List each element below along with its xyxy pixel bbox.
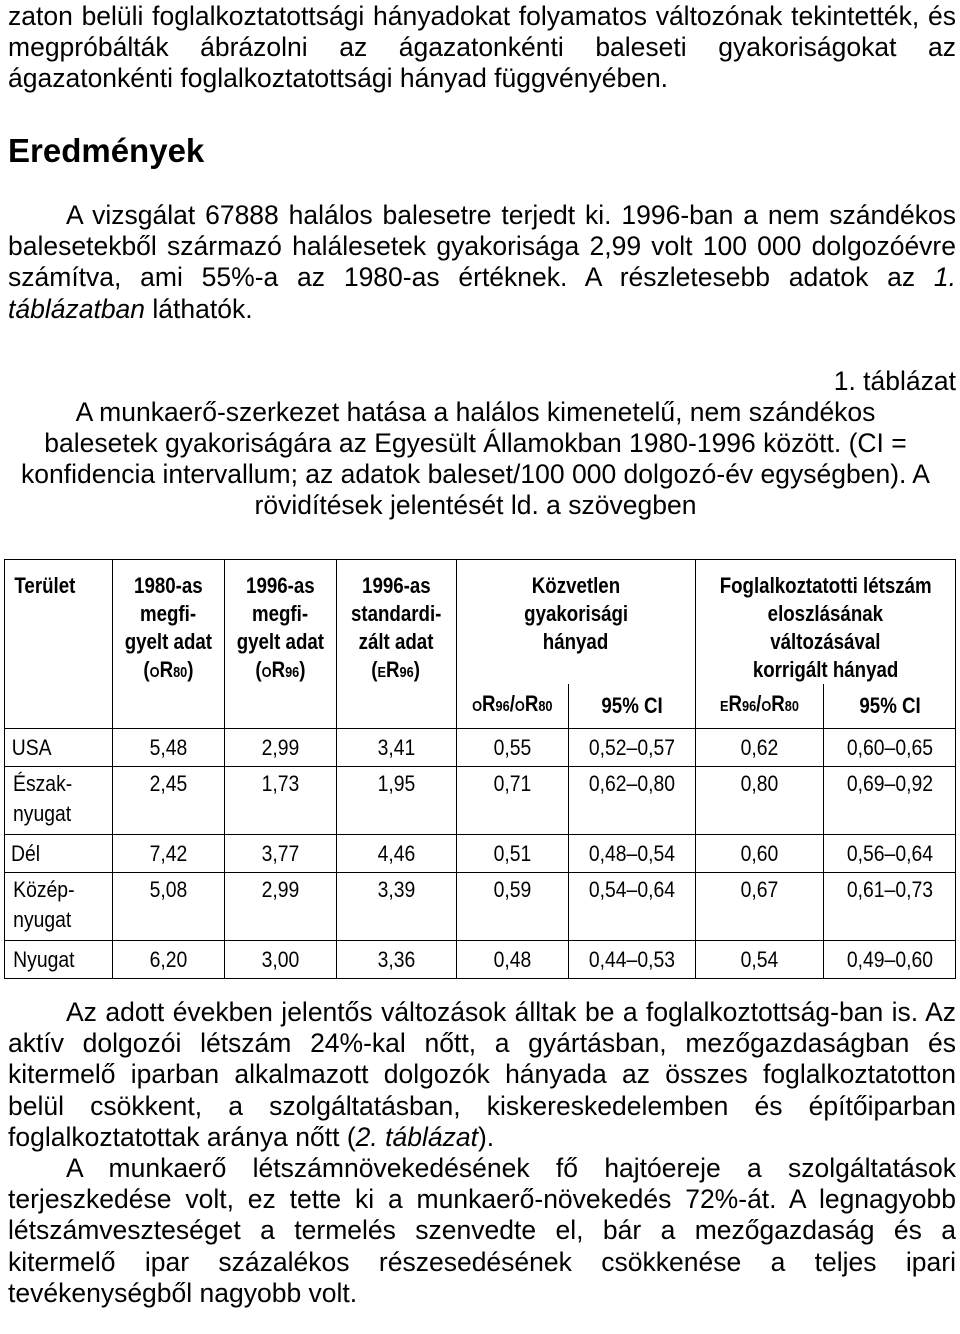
cell-region: Észak- nyugat bbox=[5, 766, 113, 834]
cell-obs80: 6,20 bbox=[112, 940, 224, 978]
cell-corr: 0,54 bbox=[696, 940, 824, 978]
cell-obs80: 2,45 bbox=[112, 766, 224, 834]
header-std96: 1996-as standardi- zált adat (ER96) bbox=[336, 560, 456, 729]
cell-corr-ci: 0,69–0,92 bbox=[824, 766, 956, 834]
workforce-growth-paragraph: A munkaerő létszámnövekedésének fő hajtóereje a szolgáltatások terjeszkedése volt, ez tette ki a munkaerő-növekedés 72%-át. A legnagyobb létszámveszteséget a termelés szenvedte el, bár a mezőgazdaság és a kitermelő ipar százalékos részesedésének csökkenése a teljes ipari tevékenységből nagyobb volt. bbox=[8, 1153, 956, 1308]
cell-std96: 3,36 bbox=[336, 940, 456, 978]
cell-region: USA bbox=[5, 728, 113, 766]
cell-region: Dél bbox=[5, 834, 113, 872]
table-row bbox=[5, 728, 956, 766]
para-text-after: ). bbox=[477, 1121, 495, 1152]
cell-corr: 0,80 bbox=[696, 766, 824, 834]
results-text-after: láthatók. bbox=[145, 293, 253, 324]
cell-obs80: 5,08 bbox=[112, 872, 224, 940]
cell-obs96: 3,77 bbox=[224, 834, 336, 872]
section-heading: Eredmények bbox=[8, 132, 205, 169]
closing-section bbox=[8, 997, 956, 1309]
results-text-before: A vizsgálat 67888 halálos balesetre terjedt ki. 1996-ban a nem szándékos balesetekből származó halálesetek gyakorisága 2,99 volt 100 000 dolgozóévre számítva, ami 55%-a az 1980-as értéknek. A részletesebb adatok az bbox=[8, 200, 956, 293]
cell-direct-ci: 0,62–0,80 bbox=[568, 766, 696, 834]
cell-corr-ci: 0,61–0,73 bbox=[824, 872, 956, 940]
cell-obs80: 7,42 bbox=[112, 834, 224, 872]
cell-direct-ci: 0,52–0,57 bbox=[568, 728, 696, 766]
cell-direct: 0,59 bbox=[456, 872, 568, 940]
cell-direct-ci: 0,54–0,64 bbox=[568, 872, 696, 940]
table-number: 1. táblázat bbox=[833, 366, 956, 396]
intro-paragraph: zaton belüli foglalkoztatottsági hányadokat folyamatos változónak tekintették, és megpróbálták ábrázolni az ágazatonkénti baleseti gyakoriságokat az ágazatonkénti foglalkoztatottsági hányad függvényében. bbox=[8, 1, 956, 94]
cell-direct: 0,51 bbox=[456, 834, 568, 872]
cell-direct: 0,71 bbox=[456, 766, 568, 834]
table-caption: A munkaerő-szerkezet hatása a halálos kimenetelű, nem szándékos balesetek gyakoriságára az Egyesült Államokban 1980-1996 között. (CI = konfidencia intervallum; az adatok baleset/100 000 dolgozó-év egységben). A rövidítések jelentését ld. a szövegben bbox=[21, 397, 930, 520]
header-direct-ci: 95% CI bbox=[568, 684, 696, 728]
table-reference: 1. táblázatban bbox=[8, 262, 956, 324]
cell-corr-ci: 0,60–0,65 bbox=[824, 728, 956, 766]
table-row bbox=[5, 940, 956, 978]
cell-obs96: 2,99 bbox=[224, 872, 336, 940]
cell-std96: 3,39 bbox=[336, 872, 456, 940]
cell-obs96: 3,00 bbox=[224, 940, 336, 978]
header-obs80: 1980-as megfi- gyelt adat (OR80) bbox=[112, 560, 224, 729]
cell-region: Nyugat bbox=[5, 940, 113, 978]
cell-direct: 0,48 bbox=[456, 940, 568, 978]
cell-direct: 0,55 bbox=[456, 728, 568, 766]
cell-corr: 0,67 bbox=[696, 872, 824, 940]
employment-change-paragraph bbox=[8, 997, 956, 1153]
header-corrected-ratio: ER96/OR80 bbox=[696, 684, 824, 728]
data-table bbox=[4, 559, 956, 979]
table-row bbox=[5, 872, 956, 940]
header-corrected-ci: 95% CI bbox=[824, 684, 956, 728]
cell-std96: 4,46 bbox=[336, 834, 456, 872]
header-direct-ratio: OR96/OR80 bbox=[456, 684, 568, 728]
cell-corr-ci: 0,56–0,64 bbox=[824, 834, 956, 872]
cell-std96: 1,95 bbox=[336, 766, 456, 834]
header-corrected: Foglalkoztatotti létszám eloszlásának változásával korrigált hányad bbox=[696, 560, 956, 685]
cell-obs80: 5,48 bbox=[112, 728, 224, 766]
cell-direct-ci: 0,48–0,54 bbox=[568, 834, 696, 872]
cell-std96: 3,41 bbox=[336, 728, 456, 766]
para-text-before: Az adott években jelentős változások álltak be a foglalkoztottság-ban is. Az aktív dolgozói létszám 24%-kal nőtt, a gyártásban, mezőgazdaságban és kitermelő iparban alkalmazott dolgozók hányada az összes foglalkoztatotton belül csökkent, a szolgáltatásban, kiskereskedelemben és építőiparban foglalkoztatottak aránya nőtt ( bbox=[8, 997, 956, 1152]
header-obs96: 1996-as megfi- gyelt adat (OR96) bbox=[224, 560, 336, 729]
cell-corr-ci: 0,49–0,60 bbox=[824, 940, 956, 978]
header-direct: Közvetlen gyakorisági hányad bbox=[456, 560, 696, 685]
cell-direct-ci: 0,44–0,53 bbox=[568, 940, 696, 978]
results-paragraph bbox=[8, 200, 956, 325]
table2-reference: 2. táblázat bbox=[355, 1121, 478, 1152]
cell-obs96: 1,73 bbox=[224, 766, 336, 834]
header-region: Terület bbox=[5, 560, 113, 729]
cell-corr: 0,62 bbox=[696, 728, 824, 766]
cell-obs96: 2,99 bbox=[224, 728, 336, 766]
table-row bbox=[5, 834, 956, 872]
cell-region: Közép- nyugat bbox=[5, 872, 113, 940]
table-row bbox=[5, 766, 956, 834]
cell-corr: 0,60 bbox=[696, 834, 824, 872]
